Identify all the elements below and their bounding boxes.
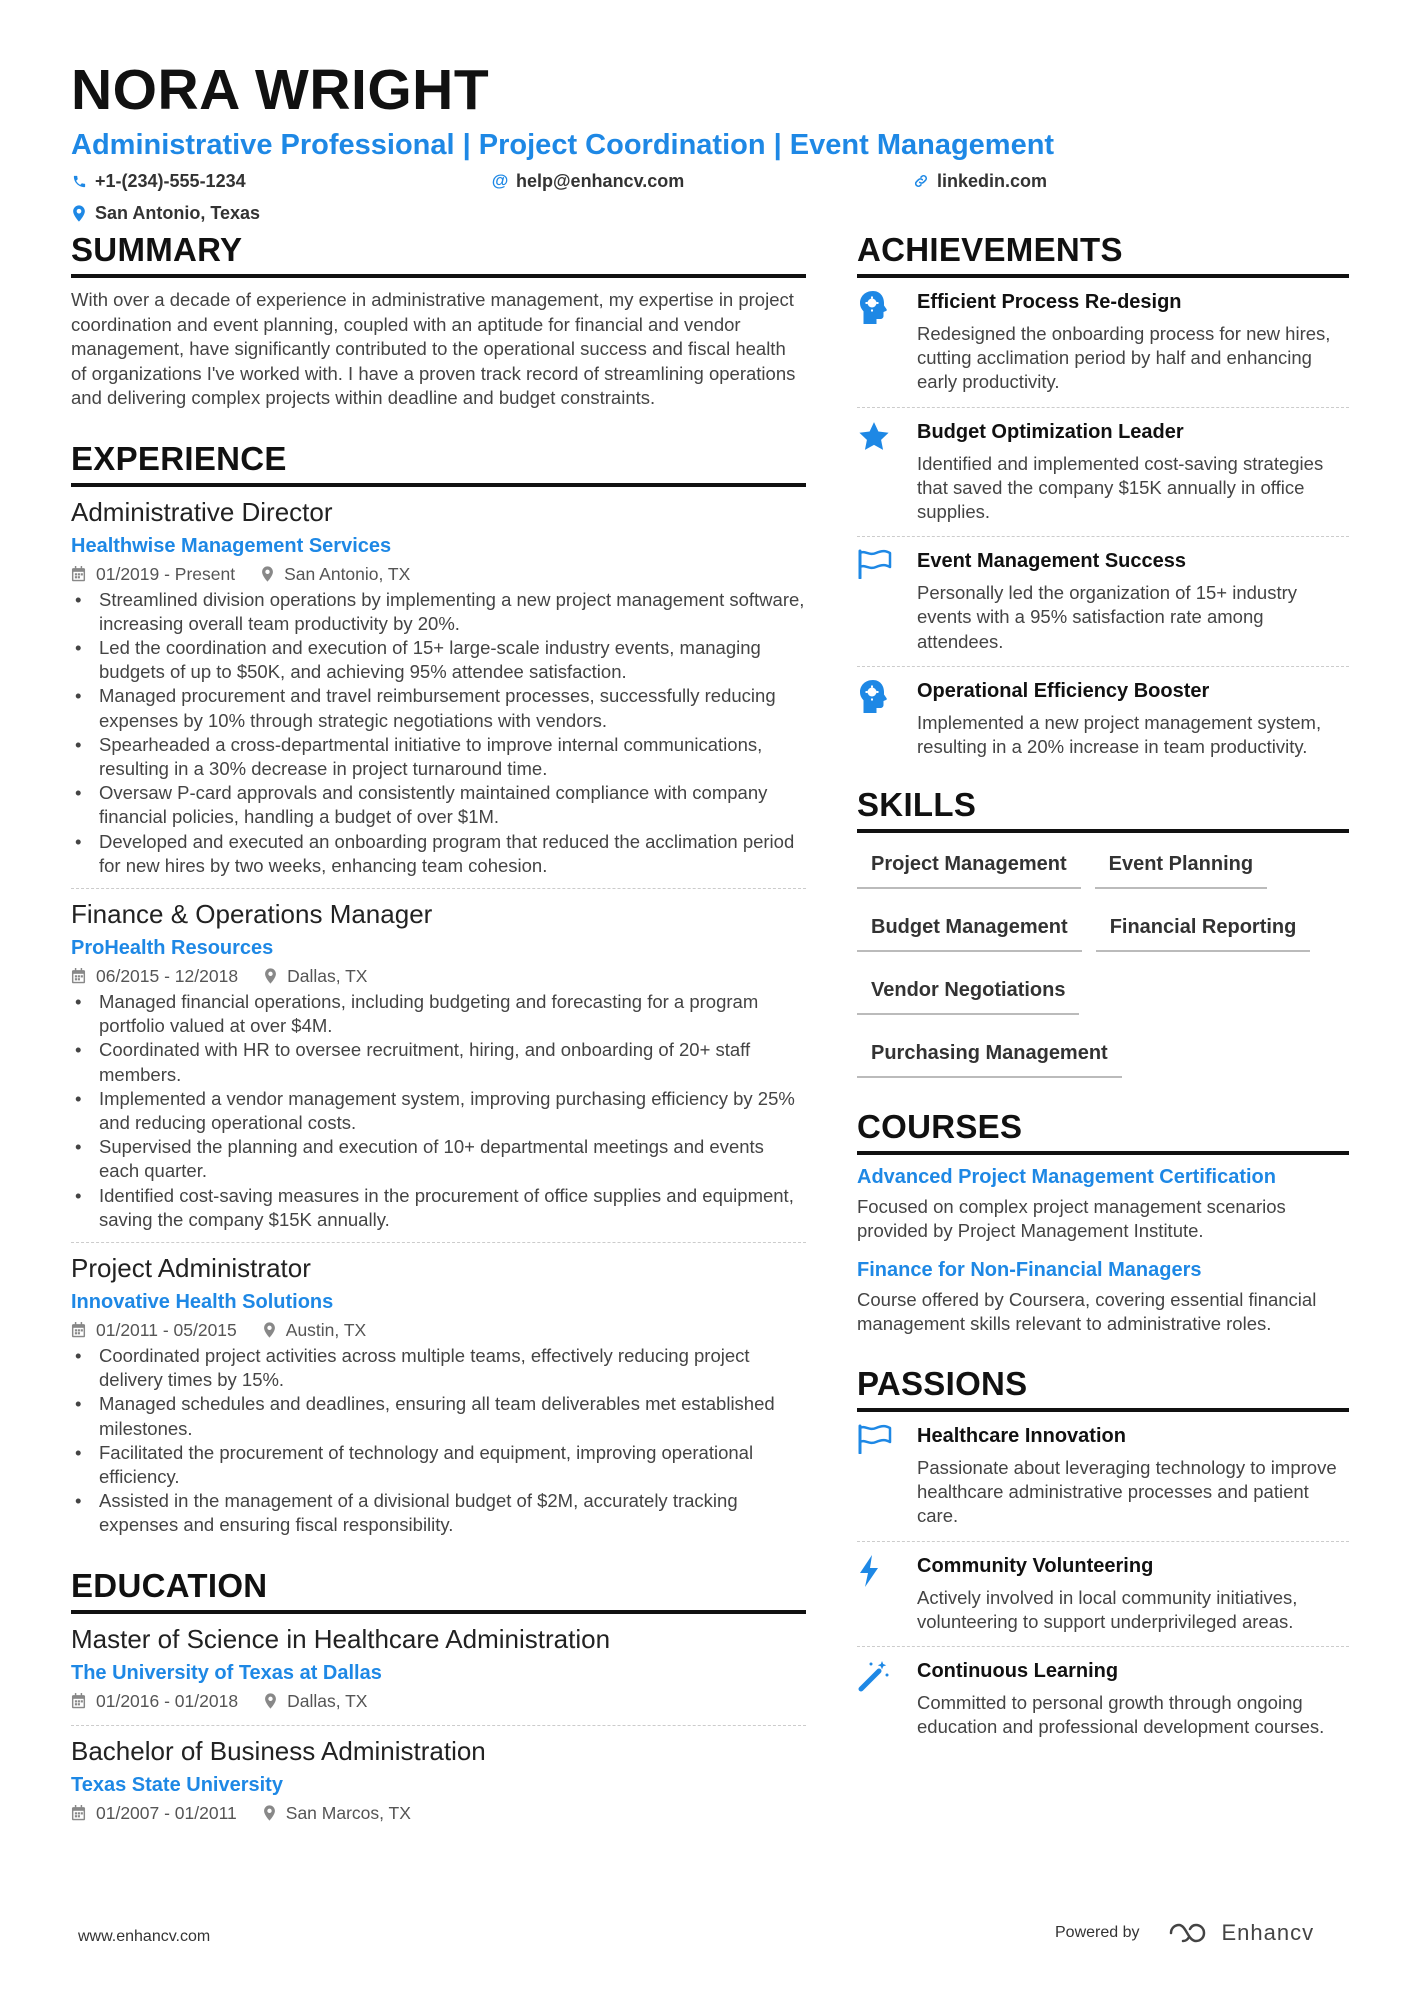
passion-desc: Actively involved in local community initiatives, volunteering to support underprivileged areas. — [917, 1586, 1298, 1632]
bullet: • Developed and executed an onboarding program that reduced the acclimation period for new hires by two weeks, enhancing team cohesion. — [71, 830, 806, 878]
bullet: • Managed financial operations, including budgeting and forecasting for a program portfolio valued at over $4M. — [71, 990, 806, 1038]
right-column — [857, 230, 1349, 1751]
edu-location-text: Dallas, TX — [287, 1690, 368, 1711]
course-item — [857, 1256, 1349, 1336]
at-icon: @ — [491, 171, 509, 190]
head-idea-icon — [857, 677, 917, 759]
bullet: • Streamlined division operations by implementing a new project management software, increasing overall team productivity by 20%. — [71, 588, 806, 636]
achievement-title: Event Management Success — [917, 550, 1186, 573]
degree: Master of Science in Healthcare Administration — [71, 1623, 611, 1654]
achievements-heading: ACHIEVEMENTS — [857, 230, 1349, 278]
calendar-icon — [71, 1693, 86, 1709]
company-name: ProHealth Resources — [71, 936, 274, 959]
contact-email — [492, 171, 913, 192]
education-section — [71, 1566, 806, 1837]
calendar-icon — [71, 1322, 86, 1338]
lightning-icon — [857, 1552, 917, 1634]
contact-phone — [71, 171, 492, 192]
job-dates-text: 01/2011 - 05/2015 — [96, 1319, 237, 1340]
location-pin-icon — [263, 1322, 276, 1338]
email-text[interactable]: help@enhancv.com — [516, 170, 685, 191]
bullet: • Managed schedules and deadlines, ensuring all team deliverables met established milestones. — [71, 1392, 806, 1440]
link-icon — [913, 173, 929, 189]
calendar-icon — [71, 968, 86, 984]
skills-heading: SKILLS — [857, 785, 1349, 833]
job-bullets — [71, 588, 806, 878]
job-dates — [71, 962, 238, 990]
summary-text: With over a decade of experience in administrative management, my expertise in project coordination and event planning, coupled with an aptitude for financial and vendor management, have significantly contributed to the operational success and fiscal health of organizations I've worked with. I have a proven track record of streamlining operations and delivering complex projects within deadline and budget constraints. — [71, 289, 796, 408]
job-meta — [71, 962, 806, 990]
calendar-icon — [71, 566, 86, 582]
job-meta — [71, 560, 806, 588]
education-meta — [71, 1687, 806, 1715]
skill-tag: Financial Reporting — [1096, 906, 1311, 952]
achievement-title: Budget Optimization Leader — [917, 420, 1184, 443]
edu-location-text: San Marcos, TX — [285, 1802, 411, 1823]
edu-dates — [71, 1687, 238, 1715]
course-desc: Course offered by Coursera, covering essential financial management skills relevant to administrative roles. — [857, 1288, 1317, 1334]
courses-heading: COURSES — [857, 1107, 1349, 1155]
achievement-item — [857, 278, 1349, 407]
brand-name[interactable]: Enhancv — [1221, 1920, 1315, 1945]
phone-icon — [71, 174, 87, 189]
powered-by-text: Powered by — [1055, 1924, 1140, 1941]
resume-header — [71, 58, 1351, 226]
job-dates-text: 01/2019 - Present — [96, 563, 236, 584]
flag-icon — [857, 547, 917, 654]
job-entry — [71, 495, 806, 888]
bullet: • Oversaw P-card approvals and consistently maintained compliance with company financial policies, handling a budget of over $1M. — [71, 781, 806, 829]
passion-item — [857, 1541, 1349, 1646]
bullet: • Supervised the planning and execution of 10+ departmental meetings and events each quarter. — [71, 1135, 806, 1183]
company-name: Innovative Health Solutions — [71, 1290, 334, 1313]
location-pin-icon — [263, 1805, 276, 1821]
skill-tag: Vendor Negotiations — [857, 969, 1079, 1015]
achievement-desc: Redesigned the onboarding process for new hires, cutting acclimation period by half and enhancing early productivity. — [917, 323, 1331, 393]
job-location-text: Austin, TX — [285, 1319, 367, 1340]
summary-heading: SUMMARY — [71, 230, 806, 278]
linkedin-text[interactable]: linkedin.com — [937, 170, 1048, 191]
job-location — [264, 962, 367, 990]
bullet: • Managed procurement and travel reimbursement processes, successfully reducing expenses by 10% through strategic negotiations with vendors. — [71, 684, 806, 732]
job-title: Finance & Operations Manager — [71, 898, 433, 929]
edu-dates-text: 01/2016 - 01/2018 — [96, 1690, 239, 1711]
location-pin-icon — [264, 968, 277, 984]
school-name: Texas State University — [71, 1773, 283, 1796]
skills-list — [857, 843, 1349, 1095]
edu-location — [263, 1799, 411, 1827]
left-column — [71, 230, 806, 1837]
bullet: • Led the coordination and execution of 15+ large-scale industry events, managing budgets of up to $50K, and achieving 95% attendee satisfaction. — [71, 636, 806, 684]
bullet: • Implemented a vendor management system, improving purchasing efficiency by 25% and reducing operational costs. — [71, 1087, 806, 1135]
education-meta — [71, 1799, 806, 1827]
achievement-item — [857, 407, 1349, 537]
achievement-desc: Implemented a new project management system, resulting in a 20% increase in team productivity. — [917, 711, 1322, 758]
bullet: • Coordinated with HR to oversee recruitment, hiring, and onboarding of 20+ staff members. — [71, 1038, 806, 1086]
location-pin-icon — [261, 566, 274, 582]
achievement-title: Operational Efficiency Booster — [917, 679, 1210, 702]
degree: Bachelor of Business Administration — [71, 1735, 486, 1766]
achievements-section — [857, 230, 1349, 771]
skill-tag: Project Management — [857, 843, 1081, 889]
bullet: • Identified cost-saving measures in the procurement of office supplies and equipment, saving the company $15K annually. — [71, 1184, 806, 1232]
achievement-item — [857, 666, 1349, 771]
education-heading: EDUCATION — [71, 1566, 806, 1614]
passion-title: Community Volunteering — [917, 1554, 1154, 1577]
course-title: Advanced Project Management Certification — [857, 1166, 1276, 1189]
education-entry — [71, 1622, 806, 1725]
experience-section — [71, 439, 806, 1548]
passion-desc: Committed to personal growth through ongoing education and professional development courses. — [917, 1692, 1325, 1738]
calendar-icon — [71, 1805, 86, 1821]
company-name: Healthwise Management Services — [71, 534, 392, 557]
passions-section — [857, 1364, 1349, 1751]
achievement-desc: Personally led the organization of 15+ industry events with a 95% satisfaction rate among attendees. — [917, 582, 1297, 652]
job-meta — [71, 1316, 806, 1344]
passions-heading: PASSIONS — [857, 1364, 1349, 1412]
job-title: Administrative Director — [71, 496, 333, 527]
job-dates — [71, 560, 235, 588]
course-desc: Focused on complex project management scenarios provided by Project Management Institute. — [857, 1196, 1286, 1242]
job-title: Project Administrator — [71, 1252, 311, 1283]
achievement-item — [857, 536, 1349, 666]
contact-location — [71, 203, 260, 224]
footer-branding — [1055, 1920, 1314, 1946]
footer-website[interactable]: www.enhancv.com — [78, 1928, 211, 1945]
passion-desc: Passionate about leveraging technology to improve healthcare administrative processes and patient care. — [917, 1457, 1337, 1527]
magic-wand-icon — [857, 1657, 917, 1739]
courses-section — [857, 1107, 1349, 1336]
skills-section — [857, 785, 1349, 1095]
course-title: Finance for Non-Financial Managers — [857, 1258, 1202, 1281]
passion-title: Healthcare Innovation — [917, 1425, 1126, 1448]
location-text: San Antonio, Texas — [95, 202, 261, 223]
edu-location — [264, 1687, 367, 1715]
contact-linkedin — [913, 171, 1047, 192]
passion-title: Continuous Learning — [917, 1660, 1119, 1683]
summary-section — [71, 230, 806, 411]
head-idea-icon — [857, 288, 917, 395]
job-bullets — [71, 990, 806, 1232]
achievement-desc: Identified and implemented cost-saving strategies that saved the company $15K annually in office supplies. — [917, 452, 1324, 523]
location-pin-icon — [71, 205, 87, 222]
education-entry — [71, 1725, 806, 1837]
school-name: The University of Texas at Dallas — [71, 1661, 382, 1684]
contact-row — [71, 168, 1351, 194]
job-dates-text: 06/2015 - 12/2018 — [96, 965, 239, 986]
job-dates — [71, 1316, 237, 1344]
experience-heading: EXPERIENCE — [71, 439, 806, 487]
edu-dates — [71, 1799, 237, 1827]
job-location-text: Dallas, TX — [287, 965, 368, 986]
phone-text[interactable]: +1-(234)-555-1234 — [95, 170, 246, 191]
candidate-title: Administrative Professional | Project Coordination | Event Management — [71, 129, 1055, 161]
passion-item — [857, 1412, 1349, 1541]
star-icon — [857, 418, 917, 525]
contact-row-2 — [71, 200, 1351, 226]
job-entry — [71, 1242, 806, 1548]
location-pin-icon — [264, 1693, 277, 1709]
skill-tag: Event Planning — [1095, 843, 1267, 889]
skill-tag: Budget Management — [857, 906, 1082, 952]
job-location — [263, 1316, 366, 1344]
enhancv-logo-icon — [1168, 1921, 1214, 1945]
bullet: • Coordinated project activities across multiple teams, effectively reducing project delivery times by 15%. — [71, 1344, 806, 1392]
bullet: • Spearheaded a cross-departmental initiative to improve internal communications, resulting in a 30% decrease in project turnaround time. — [71, 733, 806, 781]
job-location — [261, 560, 410, 588]
skill-tag: Purchasing Management — [857, 1032, 1122, 1078]
bullet: • Facilitated the procurement of technology and equipment, improving operational efficiency. — [71, 1441, 806, 1489]
candidate-name: NORA WRIGHT — [71, 58, 490, 122]
job-bullets — [71, 1344, 806, 1538]
achievement-title: Efficient Process Re-design — [917, 291, 1182, 313]
passion-item — [857, 1646, 1349, 1751]
edu-dates-text: 01/2007 - 01/2011 — [96, 1802, 237, 1823]
course-item — [857, 1163, 1349, 1243]
job-entry — [71, 888, 806, 1242]
flag-icon — [857, 1422, 917, 1529]
job-location-text: San Antonio, TX — [284, 563, 411, 584]
bullet: • Assisted in the management of a divisional budget of $2M, accurately tracking expenses and ensuring fiscal responsibility. — [71, 1489, 806, 1537]
